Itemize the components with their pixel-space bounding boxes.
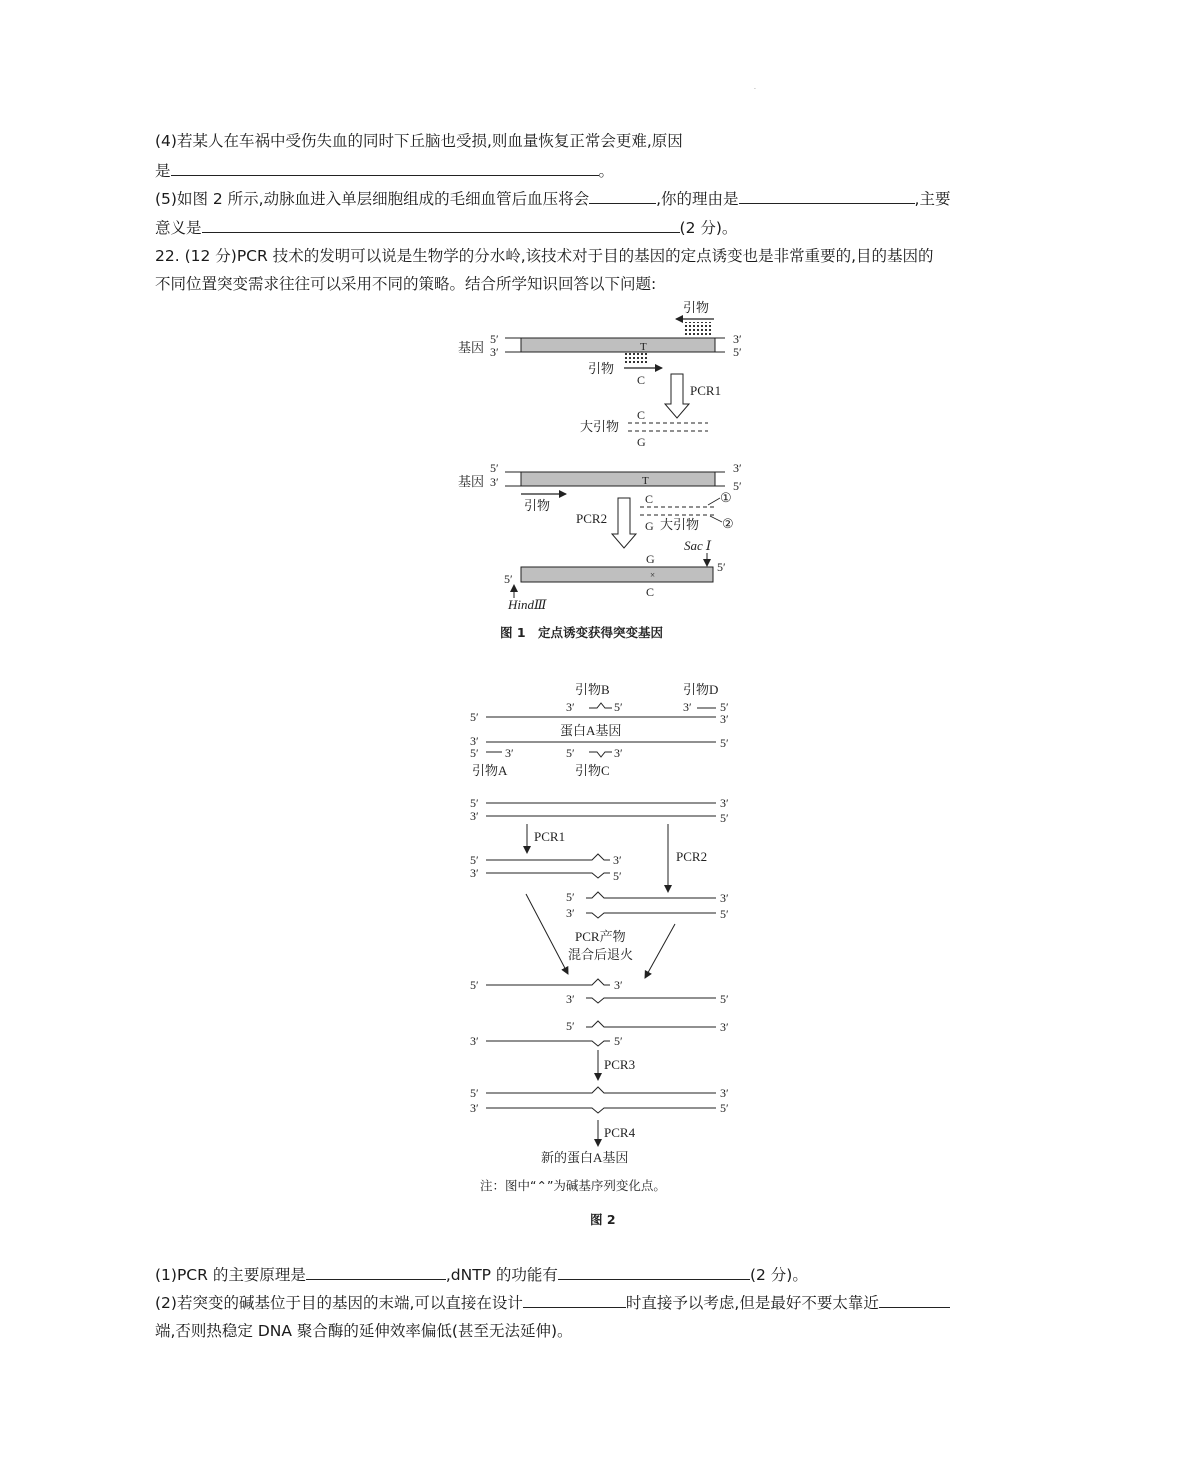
fig2-duplex-5prime: 5′	[470, 796, 479, 810]
q22-2-line2: 端,否则热稳定 DNA 聚合酶的延伸效率偏低(甚至无法延伸)。	[155, 1322, 573, 1340]
fig1-big-G: G	[637, 435, 646, 449]
fig2-a1-3prime: 3′	[614, 978, 623, 992]
fig1-caption: 图 1 定点诱变获得突变基因	[500, 625, 664, 640]
fig1-gene1-box	[521, 338, 715, 352]
fig2-anneal-2-top	[586, 1021, 716, 1027]
page-mark: ·	[754, 86, 756, 93]
fig1-3prime-r: 3′	[733, 332, 742, 346]
fig2-duplex-3prime-l: 3′	[470, 809, 479, 823]
fig2-pcr3-product-bottom	[486, 1108, 716, 1113]
q22-2-line1: (2)若突变的碱基位于目的基因的末端,可以直接在设计 时直接予以考虑,但是最好不要太靠近	[155, 1291, 950, 1314]
q22-2-blank-design[interactable]	[523, 1291, 626, 1308]
fig2-c-5prime: 5′	[566, 746, 575, 760]
fig2-duplex-5prime-r: 5′	[720, 811, 729, 825]
fig2-mix-label-2: 混合后退火	[568, 947, 634, 962]
fig1-gene-label-1: 基因	[458, 340, 485, 355]
fig2-gene-3prime-l: 3′	[470, 734, 479, 748]
fig1-3prime-2r: 3′	[733, 461, 742, 475]
figure-1	[440, 295, 770, 645]
fig1-circle-1: ①	[720, 490, 732, 505]
fig1-primer-bottom-dots	[624, 353, 648, 365]
fig2-d-5prime: 5′	[720, 700, 729, 714]
fig1-3prime-2: 3′	[490, 475, 499, 489]
fig1-gene2-box	[521, 472, 715, 486]
fig1-mut-C: C	[637, 373, 646, 387]
fig1-gene2-T: T	[642, 475, 649, 487]
fig2-gene-a-label: 蛋白A基因	[560, 723, 622, 738]
fig2-c-3prime: 3′	[614, 746, 623, 760]
fig1-5prime-2r: 5′	[733, 479, 742, 493]
fig2-a-5prime: 5′	[470, 746, 479, 760]
fig2-a1-3prime-l: 3′	[566, 992, 575, 1006]
fig1-callout-2	[710, 516, 722, 522]
fig1-primer-left-label: 引物	[524, 498, 551, 513]
q5-blank-meaning[interactable]	[202, 216, 680, 233]
fig1-pcr2-label: PCR2	[576, 511, 608, 526]
fig2-a1-5prime: 5′	[470, 978, 479, 992]
fig2-primer-b-label: 引物B	[575, 682, 610, 697]
fig2-a2-5prime-r: 5′	[614, 1034, 623, 1048]
q5-blank-pressure[interactable]	[589, 187, 656, 204]
q4-line2: 是 。	[155, 159, 614, 182]
fig2-p2-3prime-l: 3′	[566, 906, 575, 920]
fig2-b-5prime: 5′	[614, 700, 623, 714]
fig1-final-gene-box	[521, 567, 713, 582]
fig1-pcr2-arrow	[612, 498, 636, 548]
fig2-primer-d-label: 引物D	[683, 682, 719, 697]
fig2-pcr1-product-bottom	[486, 873, 610, 878]
fig2-p2-3prime: 3′	[720, 891, 729, 905]
fig1-circle-2: ②	[722, 516, 734, 531]
fig2-primer-b-strand	[589, 703, 612, 708]
fig1-big2-label: 大引物	[660, 517, 700, 532]
fig2-p3-5prime-r: 5′	[720, 1101, 729, 1115]
fig2-gene-5prime: 5′	[470, 710, 479, 724]
fig1-big2-G: G	[645, 519, 654, 533]
fig2-pcr2-product-bottom	[586, 913, 716, 918]
fig1-pcr1-label: PCR1	[690, 383, 722, 398]
fig1-hind-label: HindⅢ	[508, 597, 547, 612]
fig1-5prime: 5′	[490, 332, 499, 346]
fig2-p1-5prime-r: 5′	[613, 869, 622, 883]
q5-line2: 意义是 (2 分)。	[155, 216, 737, 239]
fig1-3prime: 3′	[490, 345, 499, 359]
fig1-final-5prime-r: 5′	[717, 560, 726, 574]
fig2-pcr3-label: PCR3	[604, 1057, 636, 1072]
fig2-primer-c-strand	[589, 752, 612, 757]
fig1-primer-top-dots	[684, 322, 712, 336]
q22-1-line: (1)PCR 的主要原理是 ,dNTP 的功能有 (2 分)。	[155, 1263, 808, 1286]
q22-line2: 不同位置突变需求往往可以采用不同的策略。结合所学知识回答以下问题:	[155, 275, 657, 293]
q5-line1: (5)如图 2 所示,动脉血进入单层细胞组成的毛细血管后血压将会 ,你的理由是 ,主要	[155, 187, 950, 210]
figure-2	[460, 675, 760, 1230]
fig1-final-5prime-l: 5′	[504, 572, 513, 586]
q22-1-blank-principle[interactable]	[306, 1263, 446, 1280]
fig2-pcr3-product-top	[486, 1087, 716, 1093]
q4-answer-blank[interactable]	[171, 159, 599, 176]
fig2-a-3prime: 3′	[505, 746, 514, 760]
fig2-a2-3prime: 3′	[720, 1020, 729, 1034]
fig2-pcr2-label: PCR2	[676, 849, 708, 864]
fig1-sac-label: Sac Ⅰ	[684, 538, 712, 553]
fig2-duplex-3prime: 3′	[720, 796, 729, 810]
fig2-caption: 图 2	[590, 1212, 616, 1227]
fig2-merge-arrow-left	[526, 894, 568, 974]
fig2-note: 注：图中“⌃”为碱基序列变化点。	[480, 1178, 666, 1193]
fig2-mix-label-1: PCR产物	[575, 929, 626, 944]
fig2-p3-5prime: 5′	[470, 1086, 479, 1100]
fig2-primer-c-label: 引物C	[575, 763, 610, 778]
q5-blank-reason[interactable]	[739, 187, 915, 204]
fig1-big2-C: C	[645, 492, 654, 506]
fig2-p1-5prime: 5′	[470, 853, 479, 867]
fig1-primer-top-label: 引物	[683, 300, 710, 315]
fig2-b-3prime: 3′	[566, 700, 575, 714]
fig2-a2-5prime: 5′	[566, 1019, 575, 1033]
fig2-p1-3prime-l: 3′	[470, 866, 479, 880]
fig2-anneal-1-bottom	[586, 998, 716, 1003]
fig1-big-primer-label: 大引物	[580, 419, 620, 434]
fig2-new-gene-label: 新的蛋白A基因	[541, 1150, 629, 1165]
q22-2-blank-end[interactable]	[879, 1291, 950, 1308]
fig2-primer-a-label: 引物A	[472, 763, 508, 778]
fig2-p3-3prime-l: 3′	[470, 1101, 479, 1115]
fig2-p2-5prime-r: 5′	[720, 907, 729, 921]
fig1-callout-1	[708, 498, 720, 505]
fig1-5prime-r: 5′	[733, 345, 742, 359]
fig2-pcr2-product-top	[586, 892, 716, 898]
fig2-anneal-2-bottom	[486, 1041, 610, 1046]
fig2-anneal-1-top	[486, 979, 610, 985]
fig2-pcr1-label: PCR1	[534, 829, 566, 844]
fig1-final-mark: ×	[650, 570, 656, 580]
fig2-p2-5prime: 5′	[566, 890, 575, 904]
fig2-pcr1-product-top	[486, 854, 610, 860]
fig2-gene-5prime-r: 5′	[720, 736, 729, 750]
fig1-big-C: C	[637, 408, 646, 422]
q22-line1: 22. (12 分)PCR 技术的发明可以说是生物学的分水岭,该技术对于目的基因的定点诱变也是非常重要的,目的基因的	[155, 247, 934, 265]
fig2-pcr4-label: PCR4	[604, 1125, 636, 1140]
fig2-p1-3prime: 3′	[613, 853, 622, 867]
fig2-d-3prime: 3′	[683, 700, 692, 714]
fig2-a1-5prime-r: 5′	[720, 992, 729, 1006]
fig2-merge-arrow-right	[645, 924, 675, 978]
fig1-gene-label-2: 基因	[458, 474, 485, 489]
fig2-a2-3prime-l: 3′	[470, 1034, 479, 1048]
fig1-primer-bottom-label: 引物	[588, 361, 615, 376]
fig1-gene1-T: T	[640, 341, 647, 353]
q4-line1: (4)若某人在车祸中受伤失血的同时下丘脑也受损,则血量恢复正常会更难,原因	[155, 132, 683, 150]
fig1-pcr1-arrow	[665, 374, 689, 418]
fig1-final-C: C	[646, 585, 655, 599]
q22-1-blank-dntp[interactable]	[558, 1263, 750, 1280]
fig2-gene-3prime: 3′	[720, 712, 729, 726]
fig1-5prime-2: 5′	[490, 461, 499, 475]
fig2-p3-3prime: 3′	[720, 1086, 729, 1100]
fig1-final-G: G	[646, 552, 655, 566]
